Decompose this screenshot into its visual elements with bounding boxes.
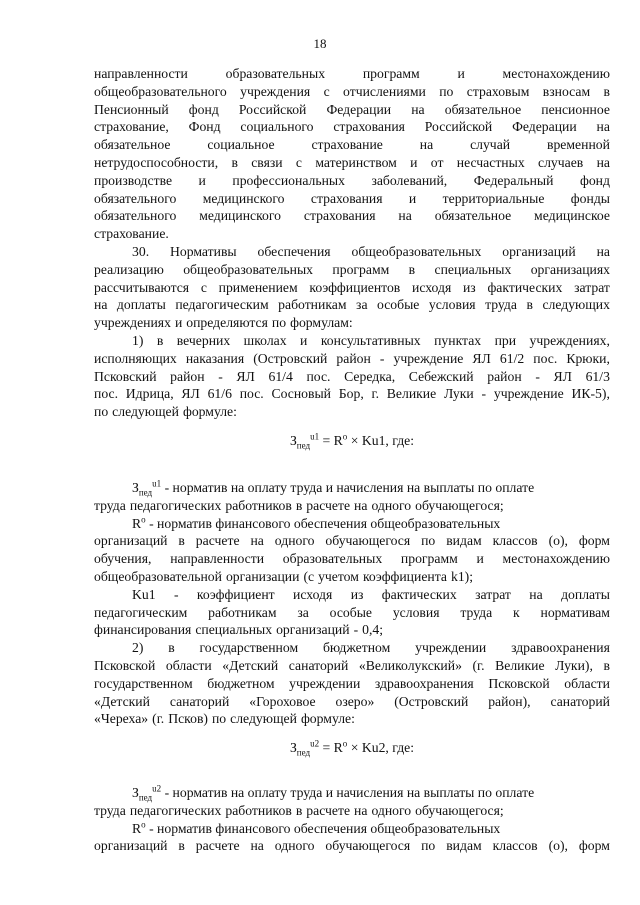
text-line: 30. Нормативы обеспечения общеобразовательных организаций на	[132, 243, 610, 259]
text-line: производстве и профессиональных заболеваний, Федеральный фонд	[94, 172, 610, 188]
definition-z-u1	[94, 479, 610, 515]
text-line: учреждениях и определяются по формулам:	[94, 315, 353, 331]
text-line: нетрудоспособности, в связи с материнством и от несчастных случаев на	[94, 154, 610, 170]
document-body	[94, 65, 610, 855]
paragraph-intro	[94, 65, 610, 243]
text-line: рассчитываются с применением коэффициентов исходя из фактических затрат	[94, 279, 610, 295]
text-line: общеобразовательного учреждения с отчислениями по страховым взносам в	[94, 83, 610, 99]
formula-1: $З_{пед}^{u1} = R^o \times Ku1$, где:	[289, 431, 415, 451]
paragraph-item-2	[94, 639, 610, 728]
paragraph-30	[94, 243, 610, 332]
text-line: Псковский район - ЯЛ 61/4 пос. Середка, Себежский район - ЯЛ 61/3	[94, 368, 610, 384]
text-line: обязательного медицинского страхования на обязательное медицинское	[94, 208, 610, 224]
paragraph-item-1	[94, 332, 610, 421]
text-line: организаций в расчете на одного обучающегося по видам классов (о), форм	[94, 533, 610, 549]
text-line: обучения, направленности образовательных программ и местонахождению	[94, 551, 610, 567]
text-line: обязательное социальное страхование на случай временной	[94, 137, 610, 153]
text-line: $R^o$ - норматив финансового обеспечения общеобразовательных	[132, 819, 501, 836]
page-number: 18	[313, 36, 327, 51]
text-line: труда педагогических работников в расчете на одного обучающегося;	[94, 497, 504, 513]
text-line: «Детский санаторий «Гороховое озеро» (Островский район), санаторий	[94, 693, 610, 709]
text-line: направленности образовательных программ и местонахождению	[94, 66, 610, 81]
text-line: исполняющих наказания (Островский район - учреждение ЯЛ 61/2 пос. Крюки,	[94, 350, 610, 366]
text-line: финансирования специальных организаций - 0,4;	[94, 622, 384, 638]
text-line: Пенсионный фонд Российской Федерации на обязательное пенсионное	[94, 101, 610, 117]
definition-r-2	[94, 820, 610, 856]
text-line: организаций в расчете на одного обучающегося по видам классов (о), форм	[94, 838, 610, 854]
definition-z-u2	[94, 784, 610, 820]
definition-ku1	[94, 586, 610, 639]
text-line: по следующей формуле:	[94, 404, 237, 420]
text-line: реализацию общеобразовательных программ в специальных организациях	[94, 261, 610, 277]
text-line: страхование, Фонд социального страхования Российской Федерации на	[94, 119, 610, 135]
text-line: 1) в вечерних школах и консультативных пунктах при учреждениях,	[132, 332, 610, 348]
text-line: Псковской области «Детский санаторий «Великолукский» (г. Великие Луки), в	[94, 657, 610, 673]
text-line: $З_{пед}^{u2}$ - норматив на оплату труда и начисления на выплаты по оплате	[132, 783, 535, 803]
text-line: «Череха» (г. Псков) по следующей формуле:	[94, 711, 355, 727]
text-line: государственном бюджетном учреждении здравоохранения Псковской области	[94, 675, 610, 691]
text-line: обязательного медицинского страхования и территориальные фонды	[94, 190, 610, 206]
text-line: педагогическим работникам за особые условия труда к нормативам	[94, 604, 610, 620]
text-line: пос. Идрица, ЯЛ 61/6 пос. Сосновый Бор, г. Великие Луки - учреждение ИК-5),	[94, 386, 610, 402]
text-line: общеобразовательной организации (с учетом коэффициента k1);	[94, 568, 474, 584]
text-line: 2) в государственном бюджетном учреждении здравоохранения	[132, 640, 610, 656]
text-line: на доплаты педагогическим работникам за особые условия труда в следующих	[94, 297, 610, 313]
text-line: $R^o$ - норматив финансового обеспечения общеобразовательных	[132, 513, 501, 531]
text-line: труда педагогических работников в расчете на одного обучающегося;	[94, 802, 504, 818]
definition-r	[94, 515, 610, 586]
text-line: $З_{пед}^{u1}$ - норматив на оплату труда и начисления на выплаты по оплате	[132, 478, 535, 498]
formula-2: $З_{пед}^{u2} = R^o \times Ku2$, где:	[289, 738, 415, 758]
text-line: Ku1 - коэффициент исходя из фактических затрат на доплаты	[132, 586, 610, 602]
text-line: страхование.	[94, 226, 169, 242]
